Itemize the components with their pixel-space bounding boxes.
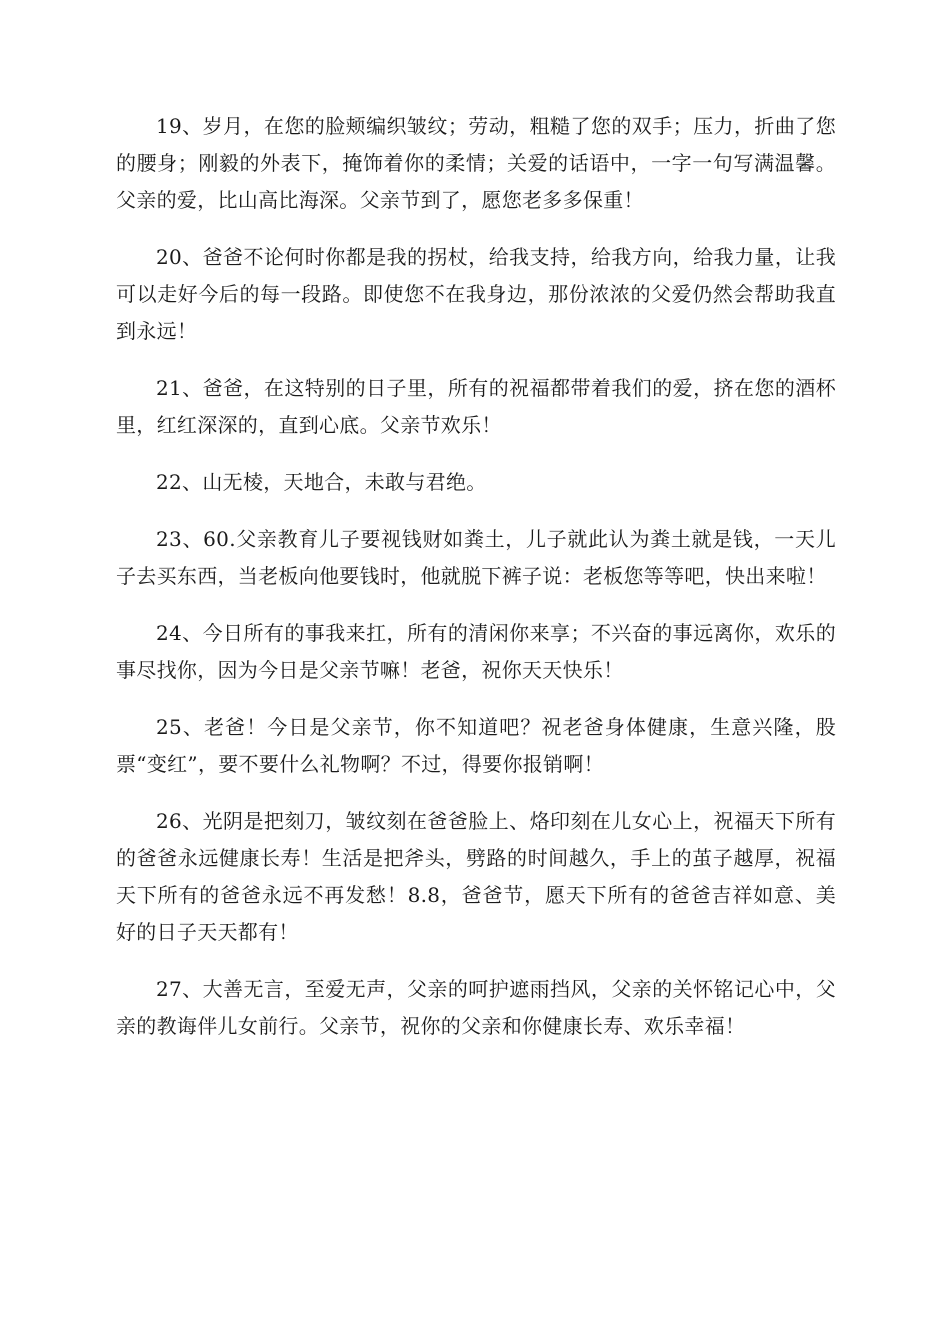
paragraph-21: 21、爸爸，在这特别的日子里，所有的祝福都带着我们的爱，挤在您的酒杯里，红红深深的，直到心底。父亲节欢乐！ bbox=[116, 376, 836, 437]
paragraph-23: 23、60.父亲教育儿子要视钱财如粪土，儿子就此认为粪土就是钱，一天儿子去买东西，当老板向他要钱时，他就脱下裤子说：老板您等等吧，快出来啦！ bbox=[116, 527, 836, 588]
paragraph-27: 27、大善无言，至爱无声，父亲的呵护遮雨挡风，父亲的关怀铭记心中，父亲的教诲伴儿女前行。父亲节，祝你的父亲和你健康长寿、欢乐幸福！ bbox=[116, 977, 836, 1038]
paragraph-20: 20、爸爸不论何时你都是我的拐杖，给我支持，给我方向，给我力量，让我可以走好今后的每一段路。即使您不在我身边，那份浓浓的父爱仍然会帮助我直到永远！ bbox=[116, 245, 836, 343]
paragraph-26: 26、光阴是把刻刀，皱纹刻在爸爸脸上、烙印刻在儿女心上，祝福天下所有的爸爸永远健康长寿！生活是把斧头，劈路的时间越久，手上的茧子越厚，祝福天下所有的爸爸永远不再发愁！8.8，爸爸节，愿天下所有的爸爸吉祥如意、美好的日子天天都有！ bbox=[116, 809, 836, 944]
paragraph-24: 24、今日所有的事我来扛，所有的清闲你来享；不兴奋的事远离你，欢乐的事尽找你，因为今日是父亲节嘛！老爸，祝你天天快乐！ bbox=[116, 621, 836, 682]
paragraph-25: 25、老爸！今日是父亲节，你不知道吧？祝老爸身体健康，生意兴隆，股票“变红”，要不要什么礼物啊？不过，得要你报销啊！ bbox=[116, 715, 836, 776]
document-page bbox=[116, 108, 836, 1065]
paragraph-22: 22、山无棱，天地合，未敢与君绝。 bbox=[156, 470, 487, 494]
paragraph-19: 19、岁月，在您的脸颊编织皱纹；劳动，粗糙了您的双手；压力，折曲了您的腰身；刚毅的外表下，掩饰着你的柔情；关爱的话语中，一字一句写满温馨。父亲的爱，比山高比海深。父亲节到了，愿您老多多保重！ bbox=[116, 114, 836, 212]
